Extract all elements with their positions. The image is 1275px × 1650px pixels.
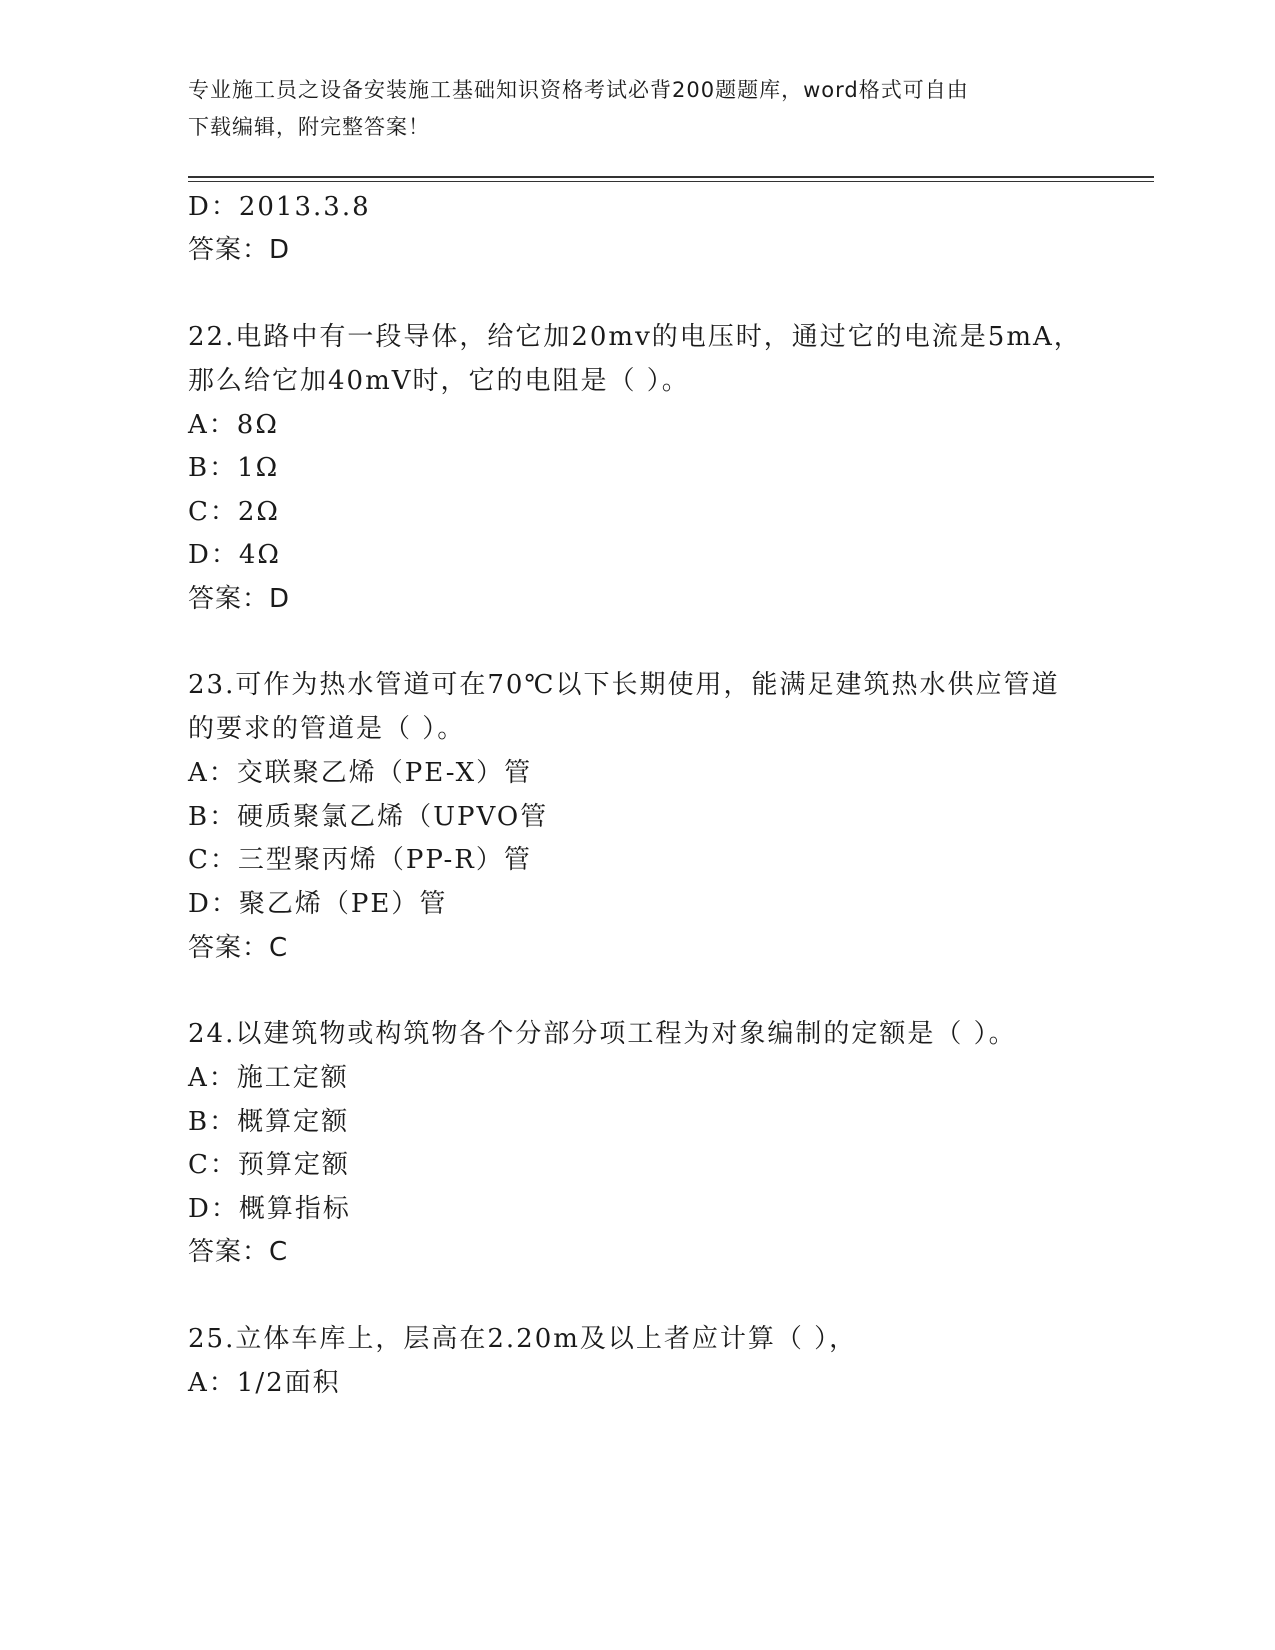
q22-stem-line-1: 22.电路中有一段导体，给它加20mv的电压时，通过它的电流是5mA， [188,322,1082,352]
header-line-1: 专业施工员之设备安装施工基础知识资格考试必背200题题库，word格式可自由 [188,78,969,102]
q24-answer: 答案：C [188,1237,289,1267]
q23-answer: 答案：C [188,933,289,963]
header-divider-thin [188,181,1154,182]
q23-option-a: A：交联聚乙烯（PE-X）管 [188,758,533,788]
q24-option-b: B：概算定额 [188,1107,350,1137]
page-header [188,72,1088,146]
q23-option-b: B：硬质聚氯乙烯（UPVO管 [188,802,549,832]
q23-stem-line-1: 23.可作为热水管道可在70℃以下长期使用，能满足建筑热水供应管道 [188,670,1060,700]
q21-option-d: D：2013.3.8 [188,192,371,222]
header-line-2: 下载编辑，附完整答案！ [188,115,430,139]
q22-option-b: B：1Ω [188,453,280,483]
q25-stem-line-1: 25.立体车库上，层高在2.20m及以上者应计算（ ）， [188,1324,858,1354]
q22-stem-line-2: 那么给它加40mV时，它的电阻是（ ）。 [188,366,690,396]
q22-option-a: A：8Ω [188,410,279,440]
q24-option-c: C：预算定额 [188,1150,350,1180]
q25-option-a: A：1/2面积 [188,1368,341,1398]
q24-option-a: A：施工定额 [188,1063,349,1093]
q24-stem-line-1: 24.以建筑物或构筑物各个分部分项工程为对象编制的定额是（ ）。 [188,1019,1017,1049]
q23-stem-line-2: 的要求的管道是（ ）。 [188,714,466,744]
q21-answer: 答案：D [188,235,291,265]
q22-answer: 答案：D [188,584,291,614]
q22-option-c: C：2Ω [188,497,280,527]
q24-option-d: D：概算指标 [188,1194,351,1224]
header-divider-thick [188,176,1154,178]
q23-option-d: D：聚乙烯（PE）管 [188,889,448,919]
q23-option-c: C：三型聚丙烯（PP-R）管 [188,845,532,875]
q22-option-d: D：4Ω [188,540,281,570]
